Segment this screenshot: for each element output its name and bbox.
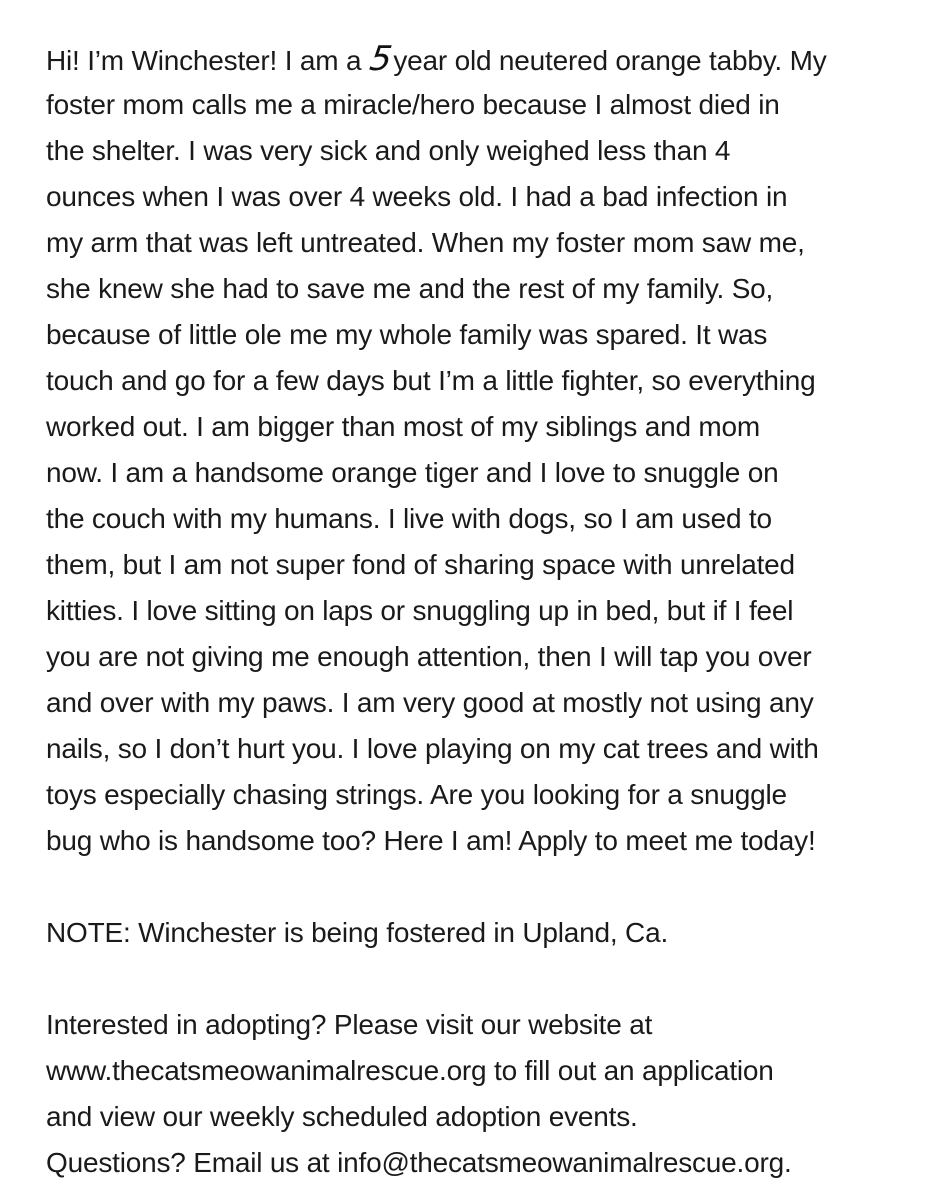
bio-line: now. I am a handsome orange tiger and I love to snuggle on <box>46 457 779 488</box>
foster-location-note: NOTE: Winchester is being fostered in Upland, Ca. <box>46 917 669 948</box>
bio-line: worked out. I am bigger than most of my siblings and mom <box>46 411 761 442</box>
bio-line: toys especially chasing strings. Are you looking for a snuggle <box>46 779 787 810</box>
bio-line: because of little ole me my whole family was spared. It was <box>46 319 768 350</box>
contact-email-line: Questions? Email us at info@thecatsmeowanimalrescue.org. <box>46 1147 792 1178</box>
bio-intro-text: Hi! I’m Winchester! I am a <box>46 45 369 76</box>
bio-line: she knew she had to save me and the rest of my family. So, <box>46 273 774 304</box>
bio-paragraph <box>46 36 906 864</box>
paragraph-spacer <box>46 956 906 1002</box>
bio-line-1 <box>46 36 906 82</box>
document-page <box>46 36 906 1186</box>
bio-line: you are not giving me enough attention, then I will tap you over <box>46 641 812 672</box>
bio-line: kitties. I love sitting on laps or snuggling up in bed, but if I feel <box>46 595 794 626</box>
bio-line: my arm that was left untreated. When my foster mom saw me, <box>46 227 805 258</box>
bio-line: the shelter. I was very sick and only weighed less than 4 <box>46 135 731 166</box>
paragraph-spacer <box>46 864 906 910</box>
bio-line: nails, so I don’t hurt you. I love playing on my cat trees and with <box>46 733 819 764</box>
note-paragraph <box>46 910 906 956</box>
bio-line: and over with my paws. I am very good at mostly not using any <box>46 687 814 718</box>
adoption-info-paragraph <box>46 1002 906 1186</box>
adoption-line: Interested in adopting? Please visit our website at <box>46 1009 653 1040</box>
bio-line: them, but I am not super fond of sharing space with unrelated <box>46 549 795 580</box>
bio-line: touch and go for a few days but I’m a little fighter, so everything <box>46 365 816 396</box>
bio-intro-text-end: year old neutered orange tabby. My <box>393 45 827 76</box>
website-line: www.thecatsmeowanimalrescue.org to fill out an application <box>46 1055 774 1086</box>
bio-line: ounces when I was over 4 weeks old. I had a bad infection in <box>46 181 788 212</box>
adoption-line: and view our weekly scheduled adoption events. <box>46 1101 638 1132</box>
handwritten-age: 5 <box>367 39 395 79</box>
bio-line: the couch with my humans. I live with dogs, so I am used to <box>46 503 772 534</box>
bio-line: bug who is handsome too? Here I am! Apply to meet me today! <box>46 825 816 856</box>
bio-line: foster mom calls me a miracle/hero because I almost died in <box>46 89 780 120</box>
